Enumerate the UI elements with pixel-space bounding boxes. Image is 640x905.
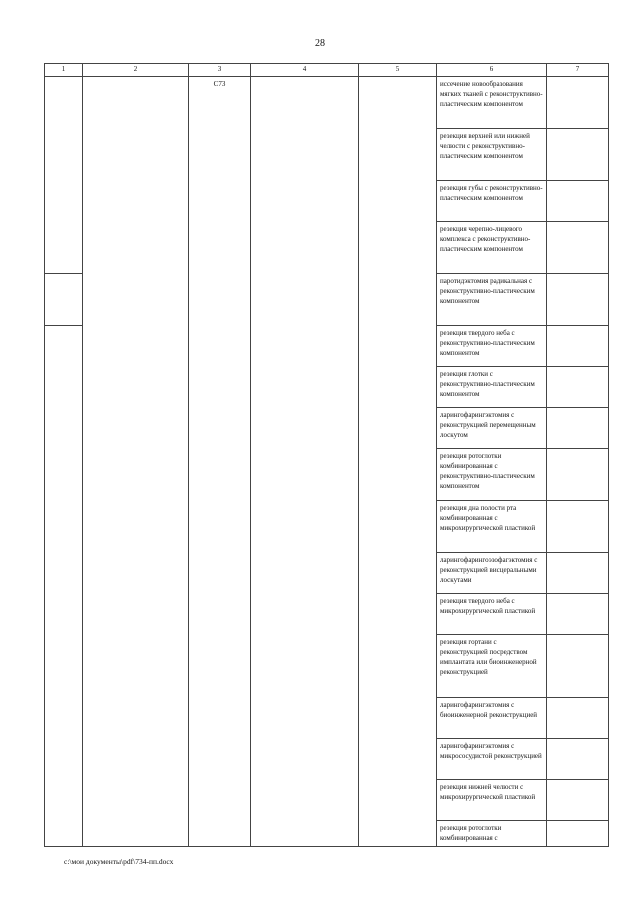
column-header: 5 (359, 64, 437, 77)
procedure-cell: иссечение новообразования мягких тканей с реконструктивно-пластическим компонентом (437, 77, 547, 129)
col7-cell (547, 553, 609, 594)
col7-cell (547, 594, 609, 635)
page-number: 28 (315, 38, 325, 49)
col7-cell (547, 367, 609, 408)
table-row (45, 77, 609, 129)
procedure-cell: ларингофарингэктомия с микрососудистой реконструкцией (437, 739, 547, 780)
procedure-cell: паротидэктомия радикальная с реконструктивно-пластическим компонентом (437, 274, 547, 326)
col1-cell (45, 274, 83, 326)
procedure-cell: резекция дна полости рта комбинированная с микрохирургической пластикой (437, 501, 547, 553)
procedure-cell: ларингофарингэктомия с реконструкцией перемещенным лоскутом (437, 408, 547, 449)
procedure-cell: резекция гортани с реконструкцией посредством имплантата или биоинженерной реконструкцией (437, 635, 547, 698)
col7-cell (547, 274, 609, 326)
column-header: 3 (189, 64, 251, 77)
col7-cell (547, 181, 609, 222)
col5-cell (359, 77, 437, 847)
table-header-row (45, 64, 609, 77)
col1-cell (45, 326, 83, 847)
column-header: 4 (251, 64, 359, 77)
col7-cell (547, 780, 609, 821)
procedure-cell: резекция нижней челюсти с микрохирургической пластикой (437, 780, 547, 821)
procedure-cell: резекция черепно-лицевого комплекса с реконструктивно-пластическим компонентом (437, 222, 547, 274)
procedures-table (44, 63, 609, 847)
procedure-cell: резекция ротоглотки комбинированная с (437, 821, 547, 847)
column-header: 2 (83, 64, 189, 77)
col7-cell (547, 77, 609, 129)
column-header: 1 (45, 64, 83, 77)
procedure-cell: ларингофарингоэзофагэктомия с реконструкцией висцеральными лоскутами (437, 553, 547, 594)
procedure-cell: резекция глотки с реконструктивно-пластическим компонентом (437, 367, 547, 408)
procedure-cell: резекция верхней или нижней челюсти с реконструктивно-пластическим компонентом (437, 129, 547, 181)
footer-file-path: c:\мои документы\pdf\734-пп.docx (64, 857, 174, 866)
col7-cell (547, 449, 609, 501)
column-header: 7 (547, 64, 609, 77)
col7-cell (547, 222, 609, 274)
col7-cell (547, 739, 609, 780)
col7-cell (547, 698, 609, 739)
procedure-cell: резекция губы с реконструктивно-пластическим компонентом (437, 181, 547, 222)
procedure-cell: резекция твердого неба с микрохирургической пластикой (437, 594, 547, 635)
col7-cell (547, 129, 609, 181)
col7-cell (547, 821, 609, 847)
col7-cell (547, 635, 609, 698)
column-header: 6 (437, 64, 547, 77)
col7-cell (547, 326, 609, 367)
col1-cell (45, 77, 83, 274)
col7-cell (547, 501, 609, 553)
col7-cell (547, 408, 609, 449)
procedure-cell: резекция твердого неба с реконструктивно-пластическим компонентом (437, 326, 547, 367)
procedure-cell: резекция ротоглотки комбинированная с реконструктивно-пластическим компонентом (437, 449, 547, 501)
col2-cell (83, 77, 189, 847)
diagnosis-code: C73 (189, 77, 251, 847)
procedure-cell: ларингофарингэктомия с биоинженерной реконструкцией (437, 698, 547, 739)
col4-cell (251, 77, 359, 847)
